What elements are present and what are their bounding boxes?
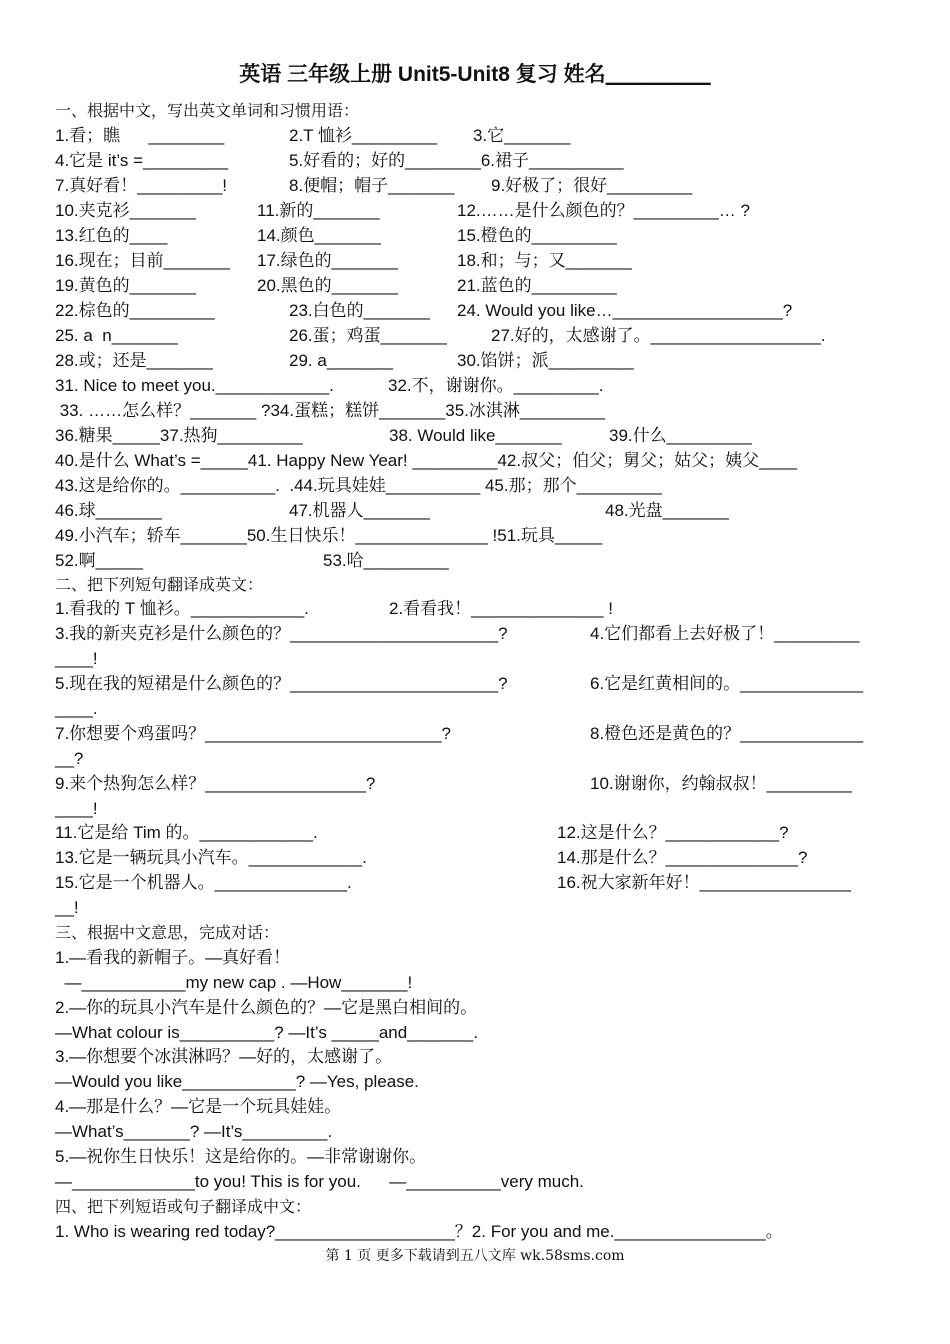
s1-item: 17.绿色的_______ (257, 251, 398, 270)
s1-item: 48.光盘_______ (605, 501, 729, 520)
s2-item: 13.它是一辆玩具小汽车。____________. (55, 848, 367, 867)
s1-row-14 (55, 449, 797, 473)
section1-heading: 一、根据中文，写出英文单词和习惯用语： (55, 101, 360, 120)
s1-item: 4.它是 it’s =_________ (55, 151, 229, 170)
s1-item: 8.便帽；帽子_______ (289, 176, 455, 195)
s1-item: 19.黄色的_______ (55, 276, 196, 295)
s1-item: 49.小汽车；轿车_______50.生日快乐！______________ !51.玩具_____ (55, 526, 603, 545)
s1-item: 32.不，谢谢你。_________. (388, 376, 604, 395)
section2-heading: 二、把下列短句翻译成英文： (55, 575, 264, 594)
s1-item: 1.看；瞧 ________ (55, 126, 225, 145)
s1-item: 16.现在；目前_______ (55, 251, 230, 270)
s3-line: 5.—祝你生日快乐！这是给你的。—非常谢谢你。 (55, 1147, 427, 1166)
s1-row-13 (55, 424, 752, 448)
s1-item: 12.……是什么颜色的？_________… ? (457, 201, 750, 220)
s1-row-4 (55, 199, 750, 223)
s1-item: 7.真好看！_________! (55, 176, 227, 195)
s1-item: 24. Would you like…__________________? (457, 301, 793, 320)
s2-item: 3.我的新夹克衫是什么颜色的？______________________? (55, 624, 508, 643)
s2-line (55, 772, 852, 796)
s2-item: ____! (55, 649, 98, 668)
s1-item: 9.好极了；很好_________ (491, 176, 693, 195)
s1-item: 26.蛋；鸡蛋_______ (289, 326, 447, 345)
s3-line: 4.—那是什么？—它是一个玩具娃娃。 (55, 1097, 342, 1116)
s2-item: ____! (55, 799, 98, 818)
s1-row-9 (55, 324, 826, 348)
s1-row-5 (55, 224, 617, 248)
s3-line: 1.—看我的新帽子。—真好看！ (55, 948, 291, 967)
s2-item: 16.祝大家新年好！________________ (557, 873, 851, 892)
s1-item: 2.T 恤衫_________ (289, 126, 438, 145)
s2-line (55, 672, 864, 696)
s1-item: 39.什么_________ (609, 426, 752, 445)
s1-item: 52.啊_____ (55, 551, 143, 570)
s1-item: 15.橙色的_________ (457, 226, 617, 245)
s3-line: —What colour is__________? —It’s _____and_______. (55, 1023, 479, 1042)
s1-row-7 (55, 274, 617, 298)
s3-line: —Would you like____________? —Yes, please. (55, 1072, 419, 1091)
s3-line: —_____________to you! This is for you. —__________very much. (55, 1172, 584, 1191)
s2-item: 2.看看我！______________ ! (389, 599, 613, 618)
s1-item: 31. Nice to meet you.____________. (55, 376, 334, 395)
s1-item: 30.馅饼；派_________ (457, 351, 634, 370)
s2-item: 1.看我的 T 恤衫。____________. (55, 599, 309, 618)
s1-item: 10.夹克衫_______ (55, 201, 196, 220)
s1-item: 3.它_______ (473, 126, 571, 145)
s2-item: 5.现在我的短裙是什么颜色的？______________________? (55, 674, 508, 693)
title-text: 英语 三年级上册 Unit5-Unit8 复习 姓名 (239, 63, 606, 86)
s2-item: 7.你想要个鸡蛋吗？_________________________? (55, 724, 451, 743)
s1-row-8 (55, 299, 793, 323)
s2-item: 9.来个热狗怎么样？_________________? (55, 774, 376, 793)
s2-line (55, 622, 860, 646)
s2-line (55, 821, 789, 845)
s1-item: 27.好的，太感谢了。__________________. (491, 326, 826, 345)
s1-row-12 (55, 399, 605, 423)
s4-line: 1. Who is wearing red today?___________________？2. For you and me.________________。 (55, 1222, 783, 1241)
s1-item: 53.哈_________ (323, 551, 449, 570)
s3-line: —What’s_______? —It’s_________. (55, 1122, 333, 1141)
s2-line (55, 797, 98, 821)
s1-row-15 (55, 474, 662, 498)
s1-item: 18.和；与；又_______ (457, 251, 632, 270)
s2-item: ____. (55, 699, 98, 718)
s2-item: 14.那是什么？______________? (557, 848, 808, 867)
s1-item: 5.好看的；好的________6.裙子__________ (289, 151, 624, 170)
name-blank: _________ (605, 63, 711, 86)
s2-item: 12.这是什么？____________? (557, 823, 789, 842)
s1-row-6 (55, 249, 632, 273)
s2-item: __! (55, 898, 79, 917)
s2-item: 4.它们都看上去好极了！_________ (590, 624, 860, 643)
s1-item: 46.球_______ (55, 501, 162, 520)
s2-item: 10.谢谢你，约翰叔叔！_________ (590, 774, 852, 793)
s1-item: 22.棕色的_________ (55, 301, 215, 320)
s3-line: 2.—你的玩具小汽车是什么颜色的？—它是黑白相间的。 (55, 998, 478, 1017)
s1-item: 20.黑色的_______ (257, 276, 398, 295)
section3-heading: 三、根据中文意思，完成对话： (55, 923, 280, 942)
s3-line: 3.—你想要个冰淇淋吗？—好的，太感谢了。 (55, 1047, 393, 1066)
s1-row-1 (55, 124, 571, 148)
section4-heading: 四、把下列短语或句子翻译成中文： (55, 1197, 312, 1216)
s1-item: 25. a n_______ (55, 326, 178, 345)
s1-item: 11.新的_______ (257, 201, 380, 220)
s1-item: 14.颜色_______ (257, 226, 381, 245)
s2-line (55, 747, 84, 771)
s2-line (55, 871, 851, 895)
s2-line (55, 597, 613, 621)
s1-row-3 (55, 174, 693, 198)
s2-line (55, 896, 79, 920)
s1-item: 38. Would like_______ (389, 426, 562, 445)
s2-item: 8.橙色还是黄色的？_____________ (590, 724, 864, 743)
page-title (0, 58, 950, 88)
s1-item: 47.机器人_______ (289, 501, 430, 520)
s2-item: __? (55, 749, 84, 768)
s1-row-18 (55, 549, 449, 573)
s1-item: 21.蓝色的_________ (457, 276, 617, 295)
s1-item: 40.是什么 What’s =_____41. Happy New Year! _________42.叔父；伯父；舅父；姑父；姨父____ (55, 451, 797, 470)
s1-item: 33. ……怎么样？_______ ?34.蛋糕；糕饼_______35.冰淇淋_________ (55, 401, 605, 420)
s2-line (55, 647, 98, 671)
s1-item: 43.这是给你的。__________. .44.玩具娃娃__________ 45.那；那个_________ (55, 476, 662, 495)
s2-item: 6.它是红黄相间的。_____________ (590, 674, 864, 693)
s3-line: —___________my new cap . —How_______! (55, 973, 413, 992)
s1-row-2 (55, 149, 624, 173)
s2-line (55, 846, 808, 870)
s1-row-17 (55, 524, 603, 548)
s1-item: 29. a_______ (289, 351, 393, 370)
s1-item: 36.糖果_____37.热狗_________ (55, 426, 303, 445)
s1-row-11 (55, 374, 604, 398)
s2-item: 11.它是给 Tim 的。____________. (55, 823, 318, 842)
s1-item: 23.白色的_______ (289, 301, 430, 320)
s2-line (55, 697, 98, 721)
s2-item: 15.它是一个机器人。______________. (55, 873, 352, 892)
s1-row-16 (55, 499, 729, 523)
s1-item: 28.或；还是_______ (55, 351, 213, 370)
s1-row-10 (55, 349, 634, 373)
page-footer: 第 1 页 更多下载请到五八文库 wk.58sms.com (325, 1248, 625, 1264)
s1-item: 13.红色的____ (55, 226, 168, 245)
s2-line (55, 722, 864, 746)
